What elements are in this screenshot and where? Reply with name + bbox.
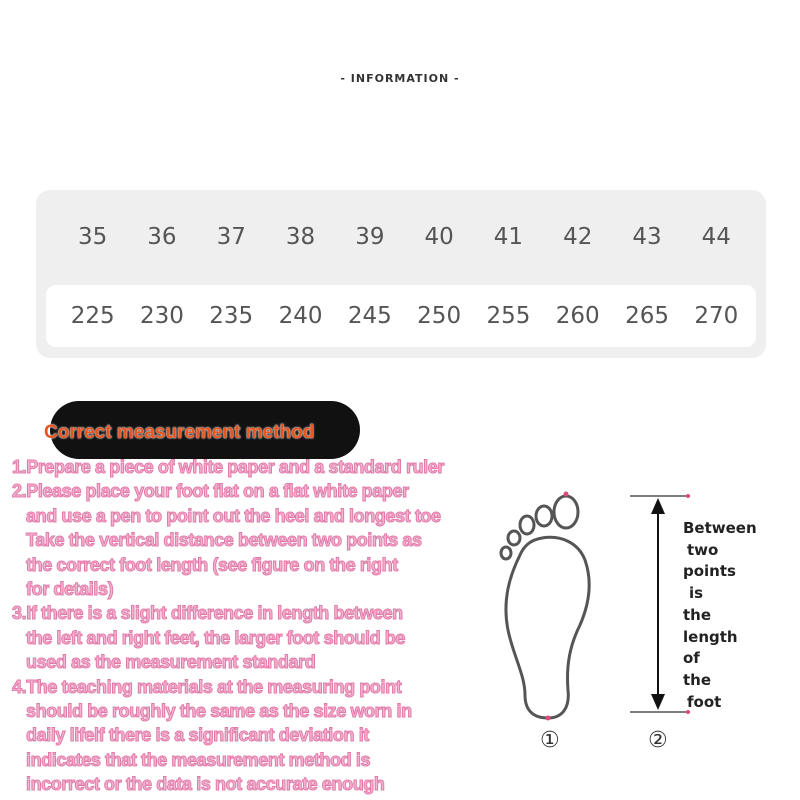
- mm-length-row: [58, 297, 758, 335]
- instruction-line: indicates that the measurement method is: [26, 749, 371, 770]
- mm-length-cell: 245: [347, 303, 392, 329]
- instruction-line: daily lifelf there is a significant deviation it: [26, 725, 369, 746]
- foot-measurement-diagram: [480, 480, 710, 740]
- label-word: Between: [683, 519, 757, 537]
- foot-outline-icon: [501, 496, 589, 718]
- label-word: the: [683, 605, 712, 624]
- eu-size-cell: 35: [78, 224, 108, 250]
- eu-size-cell: 40: [424, 224, 454, 250]
- eu-size-cell: 36: [147, 224, 177, 250]
- instruction-line: should be roughly the same as the size worn in: [26, 701, 412, 722]
- length-arrow-icon: [630, 496, 690, 712]
- measurement-instructions: [12, 455, 532, 797]
- information-heading: - INFORMATION -: [340, 72, 460, 85]
- toe-point-marker: [564, 492, 569, 497]
- label-word: is: [689, 584, 704, 603]
- foot-length-label: [683, 518, 793, 713]
- label-word: foot: [687, 692, 722, 711]
- mm-length-cell: 240: [278, 303, 323, 329]
- instruction-line: 1.Prepare a piece of white paper and a standard ruler: [12, 457, 444, 477]
- instruction-line: the correct foot length (see figure on the right: [26, 554, 398, 575]
- eu-size-cell: 43: [632, 224, 662, 250]
- instruction-line: and use a pen to point out the heel and longest toe: [26, 505, 441, 526]
- mm-length-cell: 255: [486, 303, 531, 329]
- eu-size-row: [58, 218, 758, 256]
- eu-size-cell: 44: [701, 224, 731, 250]
- instruction-line: Take the vertical distance between two points as: [26, 530, 422, 551]
- mm-length-cell: 250: [417, 303, 462, 329]
- eu-size-cell: 42: [563, 224, 593, 250]
- eu-size-cell: 37: [216, 224, 246, 250]
- mm-length-cell: 270: [694, 303, 739, 329]
- method-title: Correct measurement method: [44, 422, 315, 443]
- instruction-line: incorrect or the data is not accurate enough: [26, 774, 385, 795]
- figure-marker-1: ①: [540, 728, 560, 753]
- mm-length-cell: 260: [555, 303, 600, 329]
- figure-marker-2: ②: [648, 728, 668, 753]
- instruction-line: 2.Please place your foot flat on a flat white paper: [12, 481, 409, 502]
- eu-size-cell: 39: [355, 224, 385, 250]
- mm-length-cell: 225: [70, 303, 115, 329]
- label-word: points: [683, 562, 736, 581]
- instruction-line: 4.The teaching materials at the measuring point: [12, 676, 402, 697]
- eu-size-cell: 41: [493, 224, 524, 250]
- label-word: length: [683, 627, 738, 646]
- instruction-line: 3.If there is a slight difference in length between: [12, 603, 403, 624]
- instruction-line: used as the measurement standard: [26, 652, 316, 673]
- label-word: two: [687, 540, 719, 559]
- instruction-line: for details): [26, 579, 114, 600]
- top-line-marker: [686, 494, 690, 498]
- label-word: of: [683, 649, 700, 668]
- mm-length-cell: 265: [625, 303, 669, 329]
- instruction-line: the left and right feet, the larger foot should be: [26, 627, 406, 648]
- label-word: the: [683, 670, 712, 689]
- mm-length-cell: 235: [209, 303, 254, 329]
- eu-size-cell: 38: [285, 224, 316, 250]
- mm-length-cell: 230: [139, 303, 184, 329]
- heel-point-marker: [546, 716, 551, 721]
